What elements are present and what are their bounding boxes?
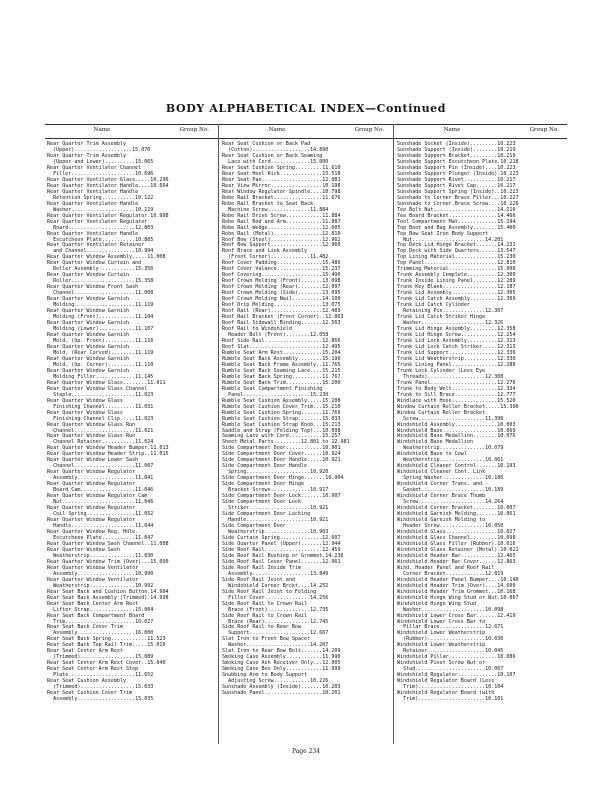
index-entry-line: Weatherstrip...............10.061 bbox=[397, 457, 504, 464]
index-entry-line: Staple.....................11.023 bbox=[47, 391, 154, 398]
column-divider bbox=[393, 124, 394, 744]
index-entry-line: Rear Quarter Window Sash bbox=[47, 546, 120, 553]
index-entry-line: Rear Seat Center Arm Rest bbox=[47, 648, 123, 655]
index-entry-line: Windlace with Hose...............15.520 bbox=[397, 397, 516, 404]
index-entry-line: Rumble Seat Cushion Spring.......11.769 bbox=[222, 409, 341, 416]
header-rule-bottom bbox=[45, 138, 567, 139]
index-entry-line: Header Screw...............10.050 bbox=[397, 523, 504, 529]
index-entry-line: Window Curtain Roller Bracket.....15.396 bbox=[397, 403, 519, 410]
index-entry-line: Rear Seat Center Arm Rest Cover..15.040 bbox=[47, 660, 166, 667]
index-entry-line: Robe Rail Bracket................11.676 bbox=[222, 194, 341, 201]
index-entry-line: Rear Quarter Window Regulator Cam bbox=[47, 493, 148, 500]
index-entry-line: Trunk Lid Catch Striker Hinge bbox=[397, 314, 486, 321]
index-entry-line: Side Quarter Panel (Upper).......12.944 bbox=[222, 540, 341, 547]
index-entry-line: Threads)...................12.308 bbox=[397, 373, 504, 380]
index-entry-line: Rear Quarter Ventilator Handle bbox=[47, 200, 139, 207]
index-entry-line: Rumble Seat Back Seaming Lace....15.215 bbox=[222, 367, 341, 374]
index-entry-line: Rear Quarter Window Glass Run bbox=[47, 433, 136, 440]
index-entry-line: Rear Quarter Window Curtain bbox=[47, 272, 130, 279]
index-entry-line: Rear Seat Back Top Rail Trim.....15.010 bbox=[47, 642, 166, 649]
index-entry-line: Side Roof Rail Inside Trim bbox=[222, 564, 302, 571]
index-entry-line: Rear Quarter Ventilator Handle bbox=[47, 188, 139, 195]
index-entry-line: Rear Quarter Window Header Bumper.11.013 bbox=[47, 445, 169, 452]
index-entry-line: Windshield Glass.................10.027 bbox=[397, 528, 516, 535]
index-entry-line: (Front Corner).............11.482 bbox=[222, 254, 329, 261]
index-entry-line: Weatherstrip...............10.903 bbox=[222, 528, 329, 535]
index-entry-line: Top Boot and Bag Assembly........15.400 bbox=[397, 224, 516, 231]
index-entry-line: Smoking Case Box Only............11.999 bbox=[222, 666, 341, 673]
index-entry-line: Windshield Glass Retainer (Metal).10.021 bbox=[397, 546, 519, 553]
index-entry-line: (Trimmed)..................15.089 bbox=[47, 654, 154, 661]
index-entry-line: Windshield Pillar................10.086 bbox=[397, 654, 516, 661]
index-entry-line: Escutcheon Plate...........10.805 bbox=[47, 236, 154, 243]
index-entry-line: Molding....................11.119 bbox=[47, 302, 154, 309]
index-entry-line: Rear Seat Cushion or Back Pad bbox=[222, 141, 311, 147]
index-entry-line: Rear Quarter Window Header Strip..11.015 bbox=[47, 451, 169, 458]
index-entry-line: Trunk Lid Assembly...............12.305 bbox=[397, 290, 516, 297]
column-header-name: Name bbox=[268, 127, 286, 133]
index-entry-line: Screw......................11.398 bbox=[397, 415, 504, 422]
index-entry-line: Tee Board Bracket................14.466 bbox=[397, 212, 516, 219]
index-entry-line: Corner Bracket.............12.819 bbox=[397, 570, 504, 577]
index-entry-line: Windshield Lower Weatherstrip bbox=[397, 630, 486, 637]
index-entry-line: Lace with Cord.............15.000 bbox=[222, 158, 329, 165]
index-entry-line: Side Compartment Door Lock bbox=[222, 499, 302, 506]
index-entry-line: Windshield Corner Brace Thumb bbox=[397, 493, 486, 500]
index-entry-line: Rear Quarter Window Ventilator bbox=[47, 564, 139, 571]
index-entry-line: Windshield Glass Filler (Rubber).10.016 bbox=[397, 540, 516, 547]
index-entry-line: Mold. (Rear Curved)........11.119 bbox=[47, 349, 154, 356]
index-entry-line: Trunk Assembly Complete..........12.300 bbox=[397, 272, 516, 279]
index-entry-line: Rear Seat Back and Cushion Button.14.904 bbox=[47, 588, 169, 595]
index-entry-line: Trunk Inside Lining Panel........12.289 bbox=[397, 278, 516, 285]
index-entry-line: Windshield Lower Cross Bar to bbox=[397, 618, 486, 625]
index-entry-line: Rear Quarter Window Ventilator bbox=[47, 576, 139, 583]
index-entry-line: Roof Slat........................12.495 bbox=[222, 343, 341, 350]
index-entry-line: Roof Cover Padding...............15.486 bbox=[222, 260, 341, 267]
index-entry-line: Wind. Header Panel and Roof Rail bbox=[397, 564, 495, 571]
index-entry-line: Rear Quarter Ventilator Regulator.10.998 bbox=[47, 212, 169, 219]
index-entry-line: (Upper and Lower)..........15.065 bbox=[47, 158, 154, 165]
index-entry-line: Rear Quarter Window Garnish bbox=[47, 332, 130, 338]
index-entry-line: Slat Iron to Rear Bow Bolt.......14.209 bbox=[222, 648, 341, 655]
index-entry-line: Robe Rail Bracket to Seat Back bbox=[222, 200, 314, 207]
index-entry-line: Sunshade Panel...................10.201 bbox=[222, 690, 341, 697]
header-rule-top bbox=[45, 124, 567, 125]
index-entry-line: Plate......................11.652 bbox=[47, 672, 154, 679]
index-entry-line: Top Bow Seat Iron Body Support bbox=[397, 230, 489, 237]
column-header-name: Name bbox=[93, 127, 111, 133]
index-entry-line: Rear Quarter Window Trim (Over)...15.090 bbox=[47, 558, 169, 565]
index-entry-line: Slat Iron to Front Bow Spacer bbox=[222, 636, 311, 643]
index-entry-line: Windshield Lower Weatherstrip bbox=[397, 642, 486, 649]
index-entry-line: Spring Washer..............10.186 bbox=[397, 475, 504, 482]
index-entry-line: Rear Quarter Window Garnish bbox=[47, 320, 130, 327]
index-entry-line: Trim)......................10.104 bbox=[397, 684, 504, 691]
index-entry-line: Sunshade Support Bracket.........10.219 bbox=[397, 152, 516, 159]
index-entry-line: Rear Seat Back Center Arm Rest bbox=[47, 600, 139, 607]
index-entry-line: Rear Seat Cushion or Back Seaming bbox=[222, 152, 323, 159]
index-entry-line: Washer.....................10.119 bbox=[47, 206, 154, 213]
index-entry-line: Windshield Corner Bracket........10.007 bbox=[397, 505, 516, 512]
index-entry-line: Sheet Metal Parts.........12.801 to 12.981 bbox=[222, 439, 350, 446]
index-entry-line: Lifter Strap...............15.004 bbox=[47, 606, 154, 613]
index-entry-line: Handle.....................11.044 bbox=[47, 523, 154, 529]
index-entry-line: Sunshade Support Spring (Inside)..10.223 bbox=[397, 188, 519, 195]
index-entry-line: Rear Quarter Window Regulator bbox=[47, 505, 136, 512]
index-entry-line: Side Roof Rail Joint and bbox=[222, 576, 295, 583]
index-entry-line: Windshield Lower Cross Bar.......12.419 bbox=[397, 612, 516, 619]
index-entry-line: Trunk Panel......................12.276 bbox=[397, 379, 516, 386]
index-entry-line: Filler.....................10.696 bbox=[47, 170, 154, 177]
index-entry-line: Rear Seat Back Assembly (Trimmed).14.998 bbox=[47, 594, 169, 601]
index-entry-line: Trunk Lid Hinge Assembly.........12.358 bbox=[397, 326, 516, 333]
index-entry-line: Trunk Lock Cylinder (Less Eye bbox=[397, 367, 486, 374]
index-entry-line: Handle.....................10.921 bbox=[222, 517, 329, 524]
index-entry-line: Windshield Cleaner Cont. Link bbox=[397, 469, 486, 476]
index-entry-line: Top Panel........................12.810 bbox=[397, 260, 516, 267]
index-entry-line: Rumble Seat Cushion Assembly.....15.208 bbox=[222, 397, 341, 404]
index-entry-line: Rear Quarter Window Lower Sash bbox=[47, 457, 139, 464]
index-entry-line: Nut........................14.201 bbox=[397, 236, 504, 243]
index-entry-line: (Upper)...................15.070 bbox=[47, 146, 151, 153]
index-entry-line: Roof Drip Molding................13.075 bbox=[222, 302, 341, 309]
index-entry-line: Trim.......................16.027 bbox=[47, 618, 154, 625]
index-entry-line: Support....................12.667 bbox=[222, 630, 329, 637]
index-entry-line: Side Roof Rail to Rear Bow bbox=[222, 624, 302, 631]
index-entry-line: Roof Crown Molding (Side)........13.095 bbox=[222, 290, 341, 297]
index-entry-line: Windshield Base..................10.069 bbox=[397, 427, 516, 434]
index-entry-line: Rear Seat Center Arm Rest Stop bbox=[47, 666, 139, 673]
index-entry-line: Mold. (Up. Front)..........11.116 bbox=[47, 337, 154, 344]
index-entry-line: Rear Quarter Window Glass Run bbox=[47, 421, 136, 428]
index-entry-line: Windshield Header Panel Bumper....10.140 bbox=[397, 576, 519, 583]
index-entry-line: Spring.....................10.920 bbox=[222, 469, 329, 476]
index-entry-line: Side Compartment Door Hinge bbox=[222, 481, 305, 488]
index-entry-line: Side Compartment Door Handle bbox=[222, 463, 308, 470]
index-entry-line: Rear Seat Back Compartment Board bbox=[47, 612, 145, 619]
index-entry-line: Channel....................11.008 bbox=[47, 290, 154, 297]
index-entry-line: Brace (Front)..............12.735 bbox=[222, 606, 329, 613]
index-entry-line: Channel Retainer...........11.024 bbox=[47, 439, 154, 446]
index-entry-line: Assembly...................10.990 bbox=[47, 570, 154, 577]
index-entry-line: Retaining Pin..............12.307 bbox=[397, 308, 504, 315]
index-entry-line: Assembly...................11.041 bbox=[47, 475, 154, 482]
column-header-group: Group No. bbox=[354, 127, 384, 133]
index-entry-line: Windshield Header Trim (Over)....14.600 bbox=[397, 582, 516, 589]
index-entry-line: (Rubber)...................10.030 bbox=[397, 636, 504, 643]
index-entry-line: Filler Cover...............14.256 bbox=[222, 594, 329, 601]
index-entry-line: Trunk Lid Weatherstrip...........12.330 bbox=[397, 355, 516, 362]
index-column-2 bbox=[222, 141, 390, 696]
index-entry-line: Pillar Brace...............12.671 bbox=[397, 624, 504, 631]
index-entry-line: Rear Quarter Window Garnish bbox=[47, 367, 130, 374]
index-entry-line: Top Deck Lid Hinge Bracket.......14.231 bbox=[397, 242, 516, 249]
index-entry-line: Roller.....................15.358 bbox=[47, 278, 154, 285]
index-entry-line: Stud.......................10.067 bbox=[397, 666, 504, 673]
index-entry-line: Assembly...................16.000 bbox=[47, 630, 154, 637]
index-entry-line: Rear Quarter Window Reg. Hdle. bbox=[47, 528, 139, 535]
index-entry-line: Robe Rail Rod and Arm............11.887 bbox=[222, 218, 341, 225]
index-entry-line: Side Compartment Door............10.901 bbox=[222, 445, 341, 452]
index-entry-line: Rear Quarter Ventilator Handle....10.664 bbox=[47, 182, 169, 189]
index-entry-line: Rear Quarter Ventilator Channel bbox=[47, 164, 142, 171]
index-entry-line: Washer.....................12.326 bbox=[397, 320, 504, 327]
index-entry-line: Sunshade Support Plunger (Inside).10.223 bbox=[397, 170, 519, 177]
index-entry-line: Rear Quarter Window Assembly.....11.008 bbox=[47, 254, 166, 261]
index-entry-line: Side Curtain Spring..............12.607 bbox=[222, 534, 341, 541]
index-entry-line: Side Roof Rail Joint to Folding bbox=[222, 588, 317, 595]
index-entry-line: Rear View Mirror.................10.198 bbox=[222, 182, 341, 189]
index-entry-line: Finishing Channel Clip.....11.023 bbox=[47, 415, 154, 422]
index-entry-line: Roof Covering....................15.490 bbox=[222, 272, 341, 279]
index-entry-line: Trunk Lid Lock Catch Striker.....12.313 bbox=[397, 343, 516, 350]
index-entry-line: Rumble Seat Back Frame Assembly..11.765 bbox=[222, 361, 341, 368]
index-entry-line: Retainer...................10.045 bbox=[397, 648, 504, 655]
index-entry-line: Trunk to Sill Brace..............12.777 bbox=[397, 391, 516, 398]
index-entry-line: Windshield Base Medallion........10.076 bbox=[397, 433, 516, 440]
index-entry-line: Coil Spring................11.052 bbox=[47, 511, 154, 518]
index-entry-line: Sunshade Support Rivet...........10.217 bbox=[397, 176, 516, 183]
index-entry-line: Rear Seat Back Spring............11.523 bbox=[47, 636, 166, 643]
index-entry-line: Roller Assembly............15.356 bbox=[47, 266, 154, 273]
index-entry-line: Rumble Seat Arm Rest.............15.204 bbox=[222, 349, 341, 356]
index-entry-line: Header Bolt (Front)........12.058 bbox=[222, 332, 329, 338]
index-entry-line: Sunshade to Corner Brace Screw....10.226 bbox=[397, 200, 519, 207]
column-divider bbox=[218, 124, 219, 744]
index-entry-line: Windshield Assembly..............10.003 bbox=[397, 421, 516, 428]
index-entry-line: Windshield Corner Brckt....14.252 bbox=[222, 582, 329, 589]
index-entry-line: Sunshade Support Escutcheon Plate.10.218 bbox=[397, 158, 519, 165]
index-entry-line: Side Roof Rail to Crown Rail bbox=[222, 600, 308, 607]
index-entry-line: Side Compartment Door Hinge.......10.904 bbox=[222, 475, 344, 482]
index-entry-line: Machine Screw..............11.884 bbox=[222, 206, 329, 213]
index-entry-line: Windshield Hinge Wing Stud bbox=[397, 600, 477, 607]
index-entry-line: Molding (Front)............11.104 bbox=[47, 314, 154, 321]
index-entry-line: Rear Seat Cushion Cover Trim bbox=[47, 690, 133, 697]
page-title: BODY ALPHABETICAL INDEX—Continued bbox=[165, 102, 447, 115]
index-entry-line: Saddle and Strap (Folding Top)...10.098 bbox=[222, 427, 341, 434]
index-entry-line: Snubbing Arm to Body Support bbox=[222, 672, 308, 679]
index-entry-line: Window Curtain Roller Bracket bbox=[397, 409, 486, 416]
index-entry-line: Molding Filler.............11.145 bbox=[47, 373, 154, 380]
index-entry-line: Rear Quarter Window Glass........11.011 bbox=[47, 379, 166, 386]
index-entry-line: Roof Side Rail...................12.866 bbox=[222, 337, 341, 344]
index-column-1 bbox=[47, 141, 215, 702]
index-entry-line: Smoking Case Assembly............11.990 bbox=[222, 654, 341, 661]
index-entry-line: (Cotton)...................14.890 bbox=[222, 146, 329, 153]
index-entry-line: Windshield Garnish Molding to bbox=[397, 517, 486, 524]
index-entry-line: Rumble Seat Compartment Finishing bbox=[222, 385, 323, 392]
index-entry-line: Tee Bolt Nut.....................14.210 bbox=[397, 206, 516, 213]
index-entry-line: Trunk Lid Support................12.336 bbox=[397, 349, 516, 356]
index-entry-line: Windshield Base to Cowl bbox=[397, 451, 467, 458]
index-entry-line: Bracket Screws.............10.917 bbox=[222, 487, 329, 494]
index-entry-line: Roof Bow Support.................12.960 bbox=[222, 242, 341, 249]
index-entry-line: Rumble Seat Cushion Strap Knob...15.213 bbox=[222, 421, 341, 428]
index-entry-line: Sunshade Support Rivet Cap.......10.217 bbox=[397, 182, 516, 189]
index-entry-line: Windshield Corner Trans. and bbox=[397, 481, 483, 488]
index-entry-line: Rear Seat Cushion Assembly bbox=[47, 678, 127, 685]
index-entry-line: Screw......................14.264 bbox=[397, 499, 504, 506]
index-entry-line: Side Compartment Door Cover......10.924 bbox=[222, 451, 341, 458]
index-entry-line: Windshield Regulator Board (with bbox=[397, 690, 495, 697]
index-entry-line: Escutcheon Plate...........11.047 bbox=[47, 534, 154, 541]
index-entry-line: Trim)......................10.101 bbox=[397, 696, 504, 703]
index-entry-line: Roof Rail (Rear).................12.489 bbox=[222, 308, 341, 315]
index-entry-line: Roof Crown Molding (Front).......13.098 bbox=[222, 278, 341, 285]
index-entry-line: Rear Quarter Ventilator Retainer bbox=[47, 242, 145, 249]
index-entry-line: Seaming Lace with Cord...........15.257 bbox=[222, 433, 341, 440]
index-entry-line: Windshield Garnish Molding.......10.061 bbox=[397, 511, 516, 518]
index-entry-line: Assembly...................15.035 bbox=[47, 696, 154, 703]
index-entry-line: Trunk Lid Catch Cylinder bbox=[397, 302, 470, 309]
index-entry-line: Rear Quarter Window Curtain and bbox=[47, 260, 142, 267]
index-entry-line: Trunk to Body Welt...............12.334 bbox=[397, 385, 516, 392]
index-entry-line: Windshield Glass Channel.........10.098 bbox=[397, 534, 516, 541]
index-entry-line: Gasket.....................10.189 bbox=[397, 487, 504, 494]
index-entry-line: Rear Quarter Ventilator Regulator bbox=[47, 218, 148, 225]
index-entry-line: Robe Rail (Metal)................12.810 bbox=[222, 230, 341, 237]
index-entry-line: Rear Quarter Window Garnish bbox=[47, 355, 130, 362]
index-entry-line: (Trimmed)..................15.033 bbox=[47, 684, 154, 691]
index-entry-line: Rear Window Regulator Spindle....10.798 bbox=[222, 188, 341, 195]
index-entry-line: Trimming Material................15.000 bbox=[397, 266, 516, 273]
column-header-group: Group No. bbox=[529, 127, 559, 133]
index-entry-line: Rear Quarter Window Garnish bbox=[47, 308, 130, 315]
index-entry-line: Rear Quarter Window Regulator bbox=[47, 481, 136, 488]
index-entry-line: Trunk Lining Panel...............12.288 bbox=[397, 361, 516, 368]
index-entry-line: Retention Spring...........10.122 bbox=[47, 194, 154, 201]
index-entry-line: Windshield Header Bar Cover......12.863 bbox=[397, 558, 516, 565]
index-entry-line: Roof Crown Molding (Rear)........12.097 bbox=[222, 284, 341, 291]
index-entry-line: Trunk Lid Lock Assembly..........12.313 bbox=[397, 337, 516, 344]
index-entry-line: Channel....................11.007 bbox=[47, 463, 154, 470]
index-entry-line: Sunshade to Corner Brace Filler...10.227 bbox=[397, 194, 519, 201]
index-entry-line: Sunshade Support Pin (Inside)....10.223 bbox=[397, 164, 516, 171]
index-entry-line: Side Compartment Door Locking bbox=[222, 511, 311, 518]
index-entry-line: Windshield Pivot Screw Nut or bbox=[397, 660, 486, 667]
index-entry-line: Robe Rail Drive Screw............11.884 bbox=[222, 212, 341, 219]
index-entry-line: Rear Quarter Window Glass bbox=[47, 397, 123, 404]
index-entry-line: Rear Seat Heel Kick..............15.518 bbox=[222, 170, 341, 177]
index-entry-line: Rumble Seat Back Assembly........15.196 bbox=[222, 355, 341, 362]
index-entry-line: Assembly...................13.849 bbox=[222, 570, 329, 577]
index-entry-line: Rear Seat Back Cover Trim bbox=[47, 624, 123, 631]
index-entry-line: Rear Quarter Window Garnish bbox=[47, 296, 130, 303]
index-entry-line: Side Roof Rail Bushing or Grommet.14.236 bbox=[222, 552, 344, 559]
index-entry-line: Rear Quarter Trim Assembly bbox=[47, 141, 127, 147]
index-entry-line: Roof Rail Sidewall Binding.......12.563 bbox=[222, 320, 341, 327]
index-entry-line: Windshield Regulator.............10.107 bbox=[397, 672, 516, 679]
index-entry-line: Channel....................11.021 bbox=[47, 427, 154, 434]
index-entry-line: Washer.....................14.207 bbox=[222, 642, 329, 649]
index-entry-line: Panel......................15.230 bbox=[222, 391, 329, 398]
index-entry-line: Rumble Seat Back Spring..........11.767 bbox=[222, 373, 341, 380]
index-entry-line: Windshield Header Bar............12.465 bbox=[397, 552, 516, 559]
index-entry-line: Washer.....................10.098 bbox=[397, 606, 504, 613]
index-entry-line: Side Compartment Door bbox=[222, 523, 286, 529]
index-entry-line: Adjusting Screw............10.226 bbox=[222, 678, 329, 685]
page-number: Page 234 bbox=[291, 748, 321, 755]
index-entry-line: Rear Quarter Window Glass Channel bbox=[47, 385, 148, 392]
index-entry-line: Brace (Rear)...............12.745 bbox=[222, 618, 329, 625]
index-entry-line: Roof Cover Valance...............15.237 bbox=[222, 266, 341, 273]
index-entry-line: Roof Bow (Steel).................12.962 bbox=[222, 236, 341, 243]
index-entry-line: Rear Seat Cushion Spring.........11.610 bbox=[222, 164, 341, 171]
index-column-3 bbox=[397, 141, 565, 702]
index-entry-line: Weatherstrip...............10.079 bbox=[397, 445, 504, 452]
index-entry-line: Rear Quarter Window Regulator bbox=[47, 469, 136, 476]
index-entry-line: and Channel................10.994 bbox=[47, 248, 154, 255]
index-entry-line: Windshield Base Medallion bbox=[397, 439, 473, 446]
index-entry-line: Rumble Seat Cushion Strap........15.033 bbox=[222, 415, 341, 422]
index-entry-line: Tool Compartment Mat.............15.294 bbox=[397, 218, 516, 225]
index-entry-line: Side Compartment Door Lock.......10.907 bbox=[222, 493, 341, 500]
index-entry-line: Smoking Case Ash Receiver Only...12.005 bbox=[222, 660, 341, 667]
index-entry-line: Windshield Header Trim Grommet...10.168 bbox=[397, 588, 516, 595]
index-entry-line: Rear Quarter Ventilator Glass.....10.296 bbox=[47, 176, 169, 183]
index-entry-line: Rumble Seat Cushion Cover Trim...15.210 bbox=[222, 403, 341, 410]
index-entry-line: Rear Quarter Window Front Sash bbox=[47, 284, 139, 291]
column-header-name: Name bbox=[443, 127, 461, 133]
index-entry-line: Windshield Cleaner Control.......10.193 bbox=[397, 463, 516, 470]
index-entry-line: Rear Quarter Window Garnish bbox=[47, 343, 130, 350]
index-entry-line: Rear Seat Pan....................12.981 bbox=[222, 176, 341, 183]
index-entry-line: Roof Crown Molding Nail..........14.100 bbox=[222, 296, 341, 303]
index-entry-line: Nut........................11.046 bbox=[47, 499, 154, 506]
index-entry-line: Rear Quarter Window Sash Channel..11.008 bbox=[47, 540, 169, 547]
index-entry-line: Roof Rail to Windshield bbox=[222, 326, 292, 333]
index-entry-line: Sunshade Assembly (Inside).......10.203 bbox=[222, 684, 341, 691]
index-entry-line: Sunshade Socket (Inside).........10.223 bbox=[397, 141, 516, 147]
index-entry-line: Windshield Hinge Wing Stud or Nut.10.067 bbox=[397, 594, 519, 601]
index-entry-line: Striker....................10.921 bbox=[222, 505, 329, 512]
index-entry-line: Side Roof Rail to Crown Rail bbox=[222, 612, 308, 619]
index-entry-line: Windshield Regulator Board (Less bbox=[397, 678, 495, 685]
index-entry-line: Board Cam..................11.046 bbox=[47, 487, 154, 494]
index-entry-line: Roof Rail Bracket (Front Corner)..12.863 bbox=[222, 314, 344, 321]
index-entry-line: Top Lining Material..............15.230 bbox=[397, 254, 516, 261]
index-entry-line: Trunk Lid Hinge Screw............12.254 bbox=[397, 332, 516, 338]
index-entry-line: Weatherstrip...............10.992 bbox=[47, 582, 154, 589]
index-entry-line: Trunk Key Blank..................12.187 bbox=[397, 284, 516, 291]
column-header-1 bbox=[47, 127, 215, 137]
index-entry-line: Molding (Lower)............11.107 bbox=[47, 326, 154, 333]
column-header-2 bbox=[222, 127, 390, 137]
index-entry-line: Rear Quarter Ventilator Handle bbox=[47, 230, 139, 237]
index-entry-line: Sunshade Support (Inside)........10.219 bbox=[397, 146, 516, 153]
column-header-3 bbox=[397, 127, 565, 137]
index-entry-line: Rear Quarter Window Glass bbox=[47, 409, 123, 416]
index-entry-line: Side Roof Rail Cover Panel.......12.961 bbox=[222, 558, 341, 565]
index-entry-line: Rear Quarter Window Regulator bbox=[47, 517, 136, 524]
index-entry-line: Side Compartment Door Handle.....10.921 bbox=[222, 457, 341, 464]
index-entry-line: Board......................12.803 bbox=[47, 224, 154, 231]
index-entry-line: Rumble Seat Back Trim............15.200 bbox=[222, 379, 341, 386]
index-entry-line: Mold. (Up. Corner).........11.110 bbox=[47, 361, 154, 368]
index-entry-line: Top Deck with Side Quarters......13.547 bbox=[397, 248, 516, 255]
index-entry-line: Finishing Channel..........11.031 bbox=[47, 403, 154, 410]
index-entry-line: Weatherstrip...............11.030 bbox=[47, 552, 154, 559]
index-entry-line: Roof Brace and Link Assembly bbox=[222, 248, 308, 255]
index-entry-line: Robe Rail Wedge..................12.605 bbox=[222, 224, 341, 231]
column-header-group: Group No. bbox=[179, 127, 209, 133]
index-entry-line: Rear Quarter Trim Assembly bbox=[47, 152, 127, 159]
index-entry-line: Side Roof Rail...................12.459 bbox=[222, 546, 341, 553]
index-entry-line: Trunk Lid Catch Assembly.........12.309 bbox=[397, 296, 516, 303]
